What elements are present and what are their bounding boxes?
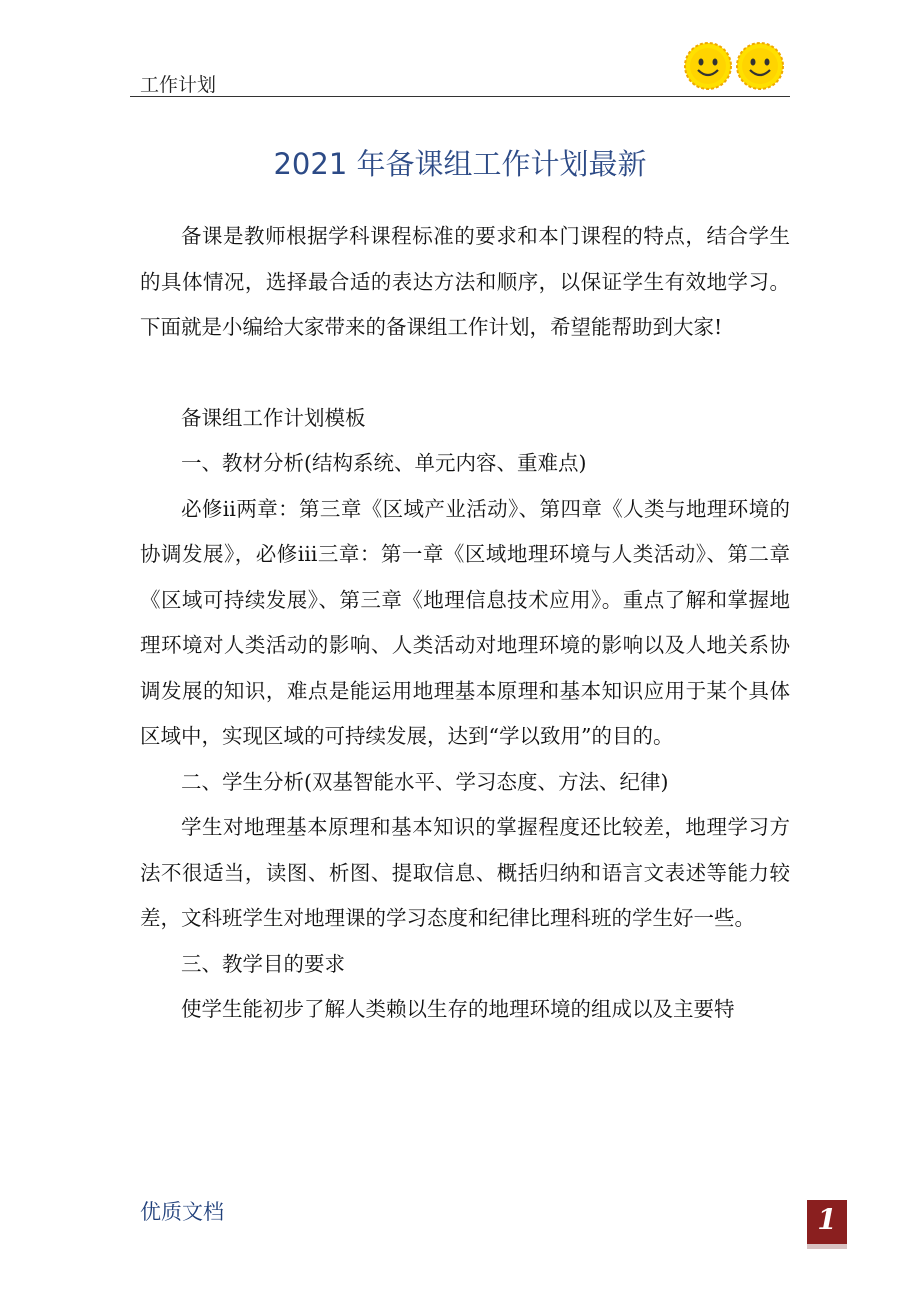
paragraph-gap (140, 351, 790, 396)
body-paragraph: 学生对地理基本原理和基本知识的掌握程度还比较差，地理学习方法不很适当，读图、析图、提取信息、概括归纳和语言文表述等能力较差，文科班学生对地理课的学习态度和纪律比理科班的学生好一些。 (140, 815, 790, 930)
section-heading: 二、学生分析(双基智能水平、学习态度、方法、纪律) (181, 769, 669, 794)
footer-label: 优质文档 (140, 1200, 224, 1224)
body-paragraph: 使学生能初步了解人类赖以生存的地理环境的组成以及主要特 (181, 997, 735, 1021)
section-heading: 三、教学目的要求 (181, 951, 345, 976)
page-number-shadow (807, 1244, 847, 1249)
header-smileys (684, 42, 784, 90)
smiley-icon (737, 43, 783, 89)
page-number-badge: 1 (807, 1200, 847, 1244)
header-title: 工作计划 (140, 74, 217, 96)
header-divider (130, 96, 790, 97)
intro-paragraph: 备课是教师根据学科课程标准的要求和本门课程的特点，结合学生的具体情况，选择最合适的表达方法和顺序，以保证学生有效地学习。下面就是小编给大家带来的备课组工作计划，希望能帮助到大家! (140, 224, 790, 339)
document-body (140, 214, 790, 1033)
body-paragraph: 必修ⅱ两章：第三章《区域产业活动》、第四章《人类与地理环境的协调发展》，必修ⅲ三章：第一章《区域地理环境与人类活动》、第二章《区域可持续发展》、第三章《地理信息技术应用》。重点了解和掌握地理环境对人类活动的影响、人类活动对地理环境的影响以及人地关系协调发展的知识，难点是能运用地理基本原理和基本知识应用于某个具体区域中，实现区域的可持续发展，达到“学以致用”的目的。 (140, 496, 790, 748)
section-heading: 一、教材分析(结构系统、单元内容、重难点) (181, 451, 587, 475)
section-heading: 备课组工作计划模板 (181, 405, 366, 430)
document-title: 2021 年备课组工作计划最新 (273, 147, 647, 181)
smiley-icon (685, 43, 731, 89)
